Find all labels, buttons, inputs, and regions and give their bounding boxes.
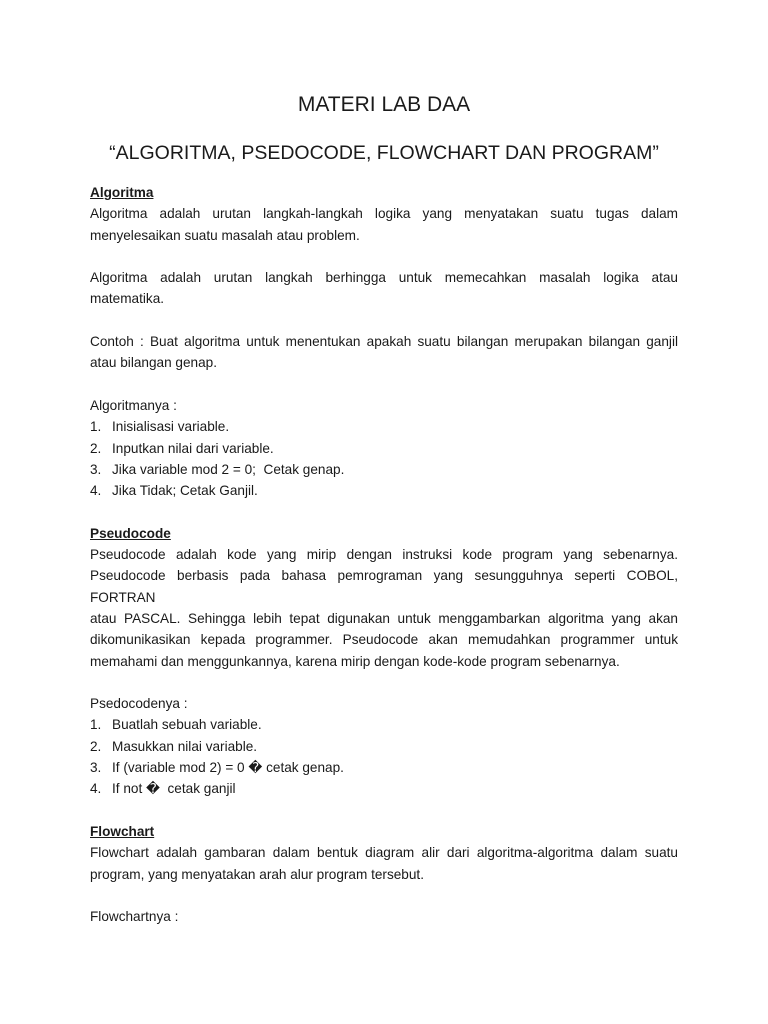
document-title: MATERI LAB DAA [297,93,471,116]
flowchart-line-2: program, yang menyatakan arah alur program tersebut. [90,866,424,882]
flowchart-list-label: Flowchartnya : [90,909,179,925]
algoritma-para1-line2: menyelesaikan suatu masalah atau problem. [90,227,360,243]
algoritma-list-label: Algoritmanya : [90,397,177,413]
algoritma-example-line2: atau bilangan genap. [90,355,217,371]
heading-pseudocode: Pseudocode [90,525,171,541]
list-text: Buatlah sebuah variable. [112,717,262,733]
algoritma-steps-list [90,416,678,501]
list-number: 3. [90,760,102,776]
list-text: If (variable mod 2) = 0 � cetak genap. [112,760,344,776]
section-flowchart [90,821,678,927]
pseudocode-line-3: atau PASCAL. Sehingga lebih tepat digunakan untuk menggambarkan algoritma yang akan [90,610,678,626]
pseudocode-list-label: Psedocodenya : [90,696,188,712]
algoritma-example-line1: Contoh : Buat algoritma untuk menentukan apakah suatu bilangan merupakan bilangan ganjil [90,334,678,350]
pseudocode-line-4: dikomunikasikan kepada programmer. Pseudocode akan memudahkan programmer untuk [90,632,678,648]
pseudocode-line-5: memahami dan menggunkannya, karena mirip dengan kode-kode program sebenarnya. [90,653,620,669]
list-number: 4. [90,781,102,797]
flowchart-line-1: Flowchart adalah gambaran dalam bentuk diagram alir dari algoritma-algoritma dalam suatu [90,845,678,861]
list-item [90,480,678,501]
algoritma-para1-line1: Algoritma adalah urutan langkah-langkah logika yang menyatakan suatu tugas dalam [90,206,678,222]
heading-flowchart: Flowchart [90,823,155,839]
pseudocode-steps-list [90,714,678,799]
list-number: 1. [90,717,102,733]
list-item [90,438,678,459]
list-number: 4. [90,483,102,499]
list-item [90,736,678,757]
list-text: Jika variable mod 2 = 0; Cetak genap. [112,461,345,477]
list-number: 2. [90,738,102,754]
list-text: Inputkan nilai dari variable. [112,440,274,456]
list-item [90,778,678,799]
pseudocode-line-1: Pseudocode adalah kode yang mirip dengan instruksi kode program yang sebenarnya. [90,547,678,563]
section-algoritma [90,182,678,501]
list-number: 2. [90,440,102,456]
document-body [90,182,678,927]
list-number: 3. [90,461,102,477]
list-text: Jika Tidak; Cetak Ganjil. [112,483,258,499]
algoritma-para2-line2: matematika. [90,291,165,307]
list-number: 1. [90,419,102,435]
list-text: If not � cetak ganjil [112,781,236,797]
pseudocode-line-2: Pseudocode berbasis pada bahasa pemrograman yang sesungguhnya seperti COBOL, FORTRAN [90,568,678,605]
list-item [90,459,678,480]
document-subtitle: “ALGORITMA, PSEDOCODE, FLOWCHART DAN PROGRAM” [109,142,659,164]
section-pseudocode [90,523,678,800]
list-text: Inisialisasi variable. [112,419,230,435]
heading-algoritma: Algoritma [90,185,154,200]
list-item [90,714,678,735]
list-item [90,757,678,778]
algoritma-para2-line1: Algoritma adalah urutan langkah berhingga untuk memecahkan masalah logika atau [90,270,678,286]
list-text: Masukkan nilai variable. [112,738,258,754]
list-item [90,416,678,437]
